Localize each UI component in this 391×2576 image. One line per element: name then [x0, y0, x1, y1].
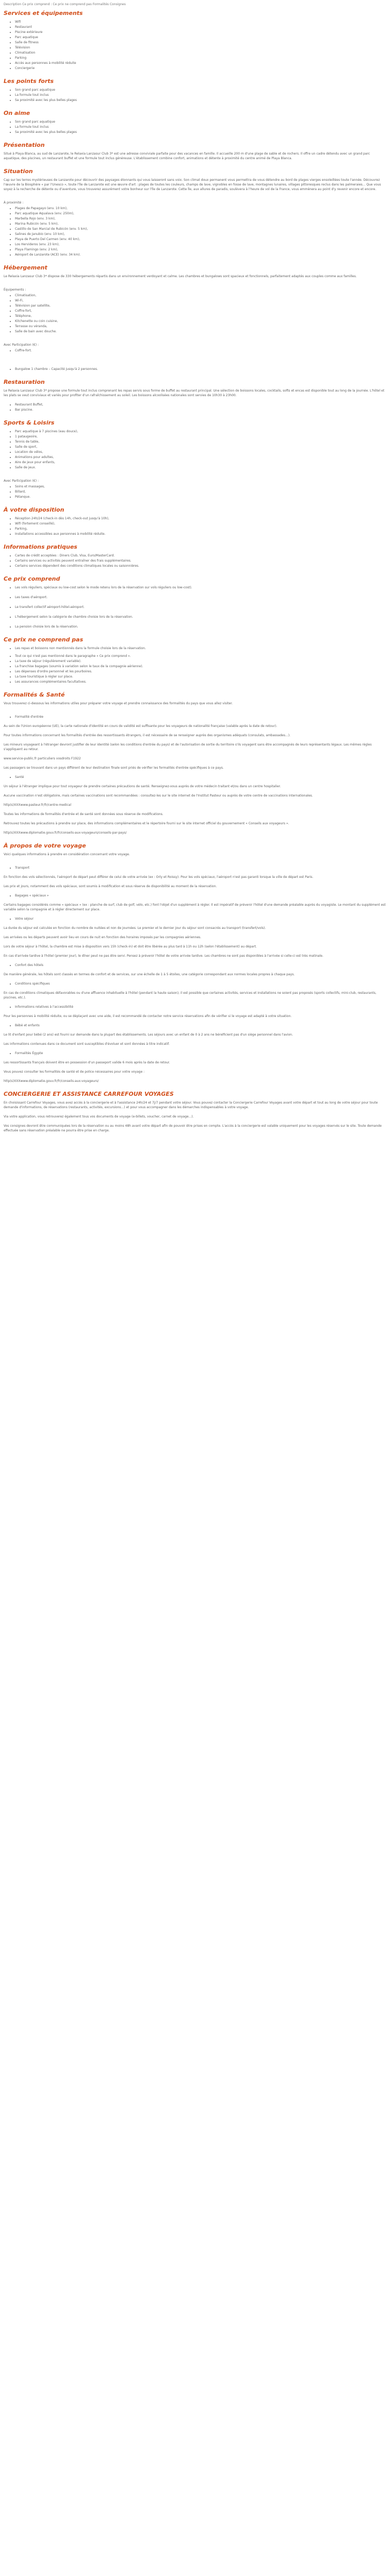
list-item: • Téléphone,: [15, 314, 387, 318]
paragraph: En cas d'arrivée tardive à l'hôtel (premier jour), le dîner peut ne pas être servi. Pensez à prévenir l'hôtel de votre arrivée tardive. Les chambres ne sont pas disponibles à l'arrivée si celle-ci est très matinale.: [4, 954, 323, 958]
list-item: • Tennis de table,: [15, 439, 387, 444]
disposition-list: [4, 516, 387, 536]
list-item: • Restaurant Buffet,: [15, 402, 387, 407]
list-item: • Aire de jeux pour enfants,: [15, 460, 387, 465]
list-item: • L'hébergement selon la catégorie de chambre choisie lors de la réservation.: [15, 615, 387, 619]
section-title: Ce prix comprend: [4, 575, 60, 582]
list-item: • Parc aquatique: [15, 35, 387, 40]
paragraph: Les mineurs voyageant à l'étranger devront justifier de leur identité (selon les conditions d'entrée du pays) et de l'autorisation de sortie du territoire s'ils voyagent sans être accompagnés de leurs représentants légaux. Les mêmes règles s'appliquent au retour.: [4, 743, 372, 751]
list-item: • Animations pour adultes,: [15, 455, 387, 460]
subheading-list: [4, 1051, 387, 1056]
list-item: • Les dépenses d'ordre personnel et les pourboires.: [15, 669, 387, 674]
paragraph: Pour les personnes à mobilité réduite, ou se déplaçant avec une aide, il est recommandé de contacter notre service réservations afin de vérifier si le voyage est adapté à votre situation.: [4, 1014, 292, 1018]
list-item: • La franchise bagages (soumis à variation selon le taux de la compagnie aérienne).: [15, 664, 387, 669]
list-item: • Parking: [15, 56, 387, 60]
list-item: • La taxe de séjour (régulièrement variable).: [15, 659, 387, 664]
list-item: • Salle de fitness: [15, 40, 387, 45]
presentation-text: Situé à Playa Blanca, au sud de Lanzarote, le Relaxia Lanzasur Club 3* est une adresse conviviale parfaite pour des vacances en famille. Il accueille 200 m d'une plage de sable et de rochers. Il offre un cadre détendu avec un grand parc aquatique, des piscines, un restaurant buffet et une formule tout inclus généreuse. L'établissement combine confort, animations et détente à proximité du centre animé de Playa Blanca.: [4, 152, 370, 160]
list-item: • Salines de Janubio (env. 10 km),: [15, 232, 387, 236]
subheading-list: [4, 775, 387, 779]
section-sports: [4, 419, 387, 499]
section-title: Ce prix ne comprend pas: [4, 636, 84, 643]
paragraph: Un séjour à l'étranger implique pour tout voyageur de prendre certaines précautions de santé. Renseignez-vous auprès de votre médecin traitant et/ou dans un centre hospitalier.: [4, 785, 281, 788]
list-item: • Climatisation: [15, 50, 387, 55]
list-item: • Playa Flamingo (env. 2 km),: [15, 247, 387, 252]
paragraph: Les arrivées ou les départs peuvent avoir lieu en cours de nuit en fonction des horaires imposés par les compagnies aériennes.: [4, 936, 202, 939]
list-item: • Le transfert collectif aéroport-hôtel-aéroport.: [15, 605, 387, 609]
list-item: • Wifi: [15, 20, 387, 24]
list-item: • Marina Rubicón (env. 5 km),: [15, 222, 387, 226]
points-forts-list: [4, 88, 387, 103]
section-points-forts: [4, 78, 387, 103]
paragraph: Les informations contenues dans ce document sont susceptibles d'évoluer et sont données à titre indicatif.: [4, 1042, 170, 1046]
list-item: • La taxe touristique à régler sur place.: [15, 674, 387, 679]
list-item: • Soins et massages,: [15, 484, 387, 489]
list-item: • Aéroport de Lanzarote (ACE) (env. 34 km).: [15, 252, 387, 257]
subheading-list: [4, 893, 387, 898]
sports-pay-list: [4, 484, 387, 499]
subheading-list: [4, 866, 387, 870]
list-item: • Los Hervideros (env. 23 km),: [15, 242, 387, 247]
paragraph: De manière générale, les hôtels sont classés en termes de confort et de services, sur une échelle de 1 à 5 étoiles, une catégorie correspondant aux normes locales propres à chaque pays.: [4, 973, 295, 976]
section-title: À votre disposition: [4, 506, 64, 513]
section-restauration: [4, 379, 387, 412]
paragraph: En cas de conditions climatiques défavorables ou d'une affluence inhabituelle à l'hôtel (pendant la haute saison), il est possible que certaines activités, services et installations ne soient pas proposés (sports collectifs, mini-club, restaurants, piscines, etc.).: [4, 991, 377, 999]
section-title: Présentation: [4, 142, 45, 148]
room-note: • Bungalow 1 chambre – Capacité jusqu'à 2 personnes.: [15, 367, 387, 371]
link-text[interactable]: www.service-public.fr particuliers vosdroits F1922: [4, 757, 81, 760]
list-item: • Terrasse ou véranda,: [15, 324, 387, 329]
subheading-list: [4, 715, 387, 719]
list-item: • Kitchenette ou coin cuisine,: [15, 319, 387, 324]
paragraph: Au sein de l'Union européenne (UE), la carte nationale d'identité en cours de validité est suffisante pour les voyageurs de nationalité française (valable après la date de retour).: [4, 724, 278, 728]
section-title: CONCIERGERIE ET ASSISTANCE CARREFOUR VOYAGES: [4, 1091, 174, 1097]
section-title: Formalités & Santé: [4, 691, 65, 698]
subheading: • Transport: [15, 866, 387, 870]
subheading-list: [4, 917, 387, 921]
subheading: • Bébé et enfants: [15, 1023, 387, 1028]
paragraph: Voici quelques informations à prendre en considération concernant votre voyage.: [4, 853, 130, 856]
paragraph: En fonction des vols sélectionnés, l'aéroport de départ peut différer de celui de votre arrivée (ex : Orly et Roissy). Pour les vols spéciaux, l'aéroport n'est pas garanti lorsque la ville de départ est Paris.: [4, 875, 314, 879]
restauration-text: Le Relaxia Lanzasur Club 3* propose une formule tout inclus comprenant les repas servis sous forme de buffet au restaurant principal. Une sélection de boissons locales, cocktails, softs et encas est disponible tout au long de la journée. L'hôtel et les plats se veut conviviaux et variés pour profiter d'un rafraîchissement au soleil. Les boissons alcoolisées nationales sont servies de 10h30 à 23h00.: [4, 389, 385, 397]
section-presentation: [4, 142, 387, 161]
section-title: À propos de votre voyage: [4, 842, 86, 849]
list-item: • Installations accessibles aux personnes à mobilité réduite.: [15, 532, 387, 536]
room-note-list: [4, 367, 387, 371]
list-item: • Castillo de San Marcial de Rubicón (env. 5 km),: [15, 227, 387, 231]
situation-text: Cap sur les terres mystérieuses de Lanzarote pour découvrir des paysages étonnants qui vous laisseront sans voix. Son climat doux permanent vous permettra de vous détendre au bord de plages vierges ensoleillées toute l'année. Découvrez l'œuvre de la Biosphère « par l'Unesco », toute l'île de Lanzarote est une œuvre d'art : plages de toutes les couleurs, champs de lave, vignobles en fosse de lave, montagnes lunaires, villages pittoresques reclus dans les palmeraies... Que vous soyez à la recherche de détente ou d'aventure, vous trouverez assurément votre bonheur sur l'île de Lanzarote. Cette île, aux allures de paradis, soulèvera à l'heure de vol de la France, vous emmènera au point d'y revenir encore et encore.: [4, 178, 381, 191]
list-item: • Tout ce qui n'est pas mentionné dans le paragraphe « Ce prix comprend ».: [15, 654, 387, 658]
restauration-list: [4, 402, 387, 412]
list-item: • Piscine extérieure: [15, 30, 387, 35]
paragraph: Pour toutes informations concernant les formalités d'entrée des ressortissants étrangers, il est nécessaire de se renseigner auprès des organismes adéquats (consulats, ambassades...).: [4, 734, 290, 737]
list-item: • Marbella Rojo (env. 3 km),: [15, 216, 387, 221]
link-text[interactable]: http(s)XXXwww.diplomatie.gouv.fr/fr/conseils-aux-voyageurs/: [4, 1079, 99, 1083]
list-item: • Télévision: [15, 45, 387, 50]
list-item: • Wi-Fi,: [15, 298, 387, 303]
list-item: • Les assurances complémentaires facultatives.: [15, 680, 387, 684]
paragraph: Vos consignes devront être communiquées lors de la réservation ou au moins 48h avant votre départ afin de pouvoir être prises en compte. L'accès à la conciergerie est valable uniquement pour les voyages réservés sur le site. Toute demande effectuée sans réservation préalable ne pourra être prise en charge.: [4, 1124, 382, 1132]
list-item: • Les repas et boissons non mentionnés dans la formule choisie lors de la réservation.: [15, 646, 387, 651]
link-text[interactable]: http(s)XXXwww.diplomatie.gouv.fr/fr/conseils-aux-voyageurs/conseils-par-pays/: [4, 831, 127, 835]
list-item: • La pension choisie lors de la réservation.: [15, 624, 387, 629]
link-text[interactable]: http(s)XXXwww.pasteur.fr/fr/centre-medical: [4, 803, 72, 807]
paragraph: Retrouvez toutes les précautions à prendre sur place, des informations complémentaires et le répertoire fourni sur le site internet officiel du gouvernement « Conseils aux voyageurs ».: [4, 822, 289, 825]
section-comprend: [4, 575, 387, 629]
paragraph: Toutes les informations de formalités d'entrée et de santé sont données sous réserve de modifications.: [4, 812, 164, 816]
paragraph: Le lit d'enfant pour bébé (2 ans) est fourni sur demande dans la plupart des établissements. Les séjours avec un enfant de 0 à 2 ans ne bénéficient pas d'un siège personnel dans l'avion.: [4, 1033, 293, 1037]
paragraph: Vous trouverez ci-dessous les informations utiles pour préparer votre voyage et prendre connaissance des formalités du pays que vous allez visiter.: [4, 702, 233, 705]
list-item: • Restaurant: [15, 25, 387, 29]
paragraph: Lors de votre séjour à l'hôtel, la chambre est mise à disposition vers 15h (check-in) et doit être libérée au plus tard à 11h ou 12h (selon l'établissement) au départ.: [4, 945, 257, 948]
section-on-aime: [4, 110, 387, 134]
list-item: • Bar piscine.: [15, 408, 387, 412]
list-item: • Certains services ou activités peuvent entraîner des frais supplémentaires.: [15, 558, 387, 563]
list-item: • Les taxes d'aéroport.: [15, 595, 387, 600]
subheading: • Formalités Égypte: [15, 1051, 387, 1056]
equip-list: [4, 293, 387, 334]
infos-list: [4, 553, 387, 568]
subheading: • Votre séjour: [15, 917, 387, 921]
paragraph: La durée du séjour est calculée en fonction du nombre de nuitées et non de journées. Le premier et le dernier jour du séjour sont consacrés au transport (transfert/vols).: [4, 926, 266, 930]
list-item: • Wifi (fortement conseillé),: [15, 521, 387, 526]
around-label: À proximité :: [4, 201, 24, 205]
list-item: • Sa proximité avec les plus belles plages: [15, 130, 387, 134]
section-title: Services et équipements: [4, 10, 83, 16]
sports-pay-label: Avec Participation (€) :: [4, 479, 39, 483]
sports-list: [4, 429, 387, 470]
list-item: • Salle de bain avec douche.: [15, 329, 387, 334]
subheading: • Confort des hôtels: [15, 963, 387, 968]
subheading: • Bagages « spéciaux »: [15, 893, 387, 898]
list-item: • Parc aquatique à 7 piscines (eau douce),: [15, 429, 387, 434]
list-item: • Parc aquatique Aqualava (env. 250m),: [15, 211, 387, 216]
list-item: • Plages de Papagayo (env. 10 km),: [15, 206, 387, 211]
section-formalites: [4, 691, 387, 835]
section-infos: [4, 544, 387, 568]
subheading: • Conditions spécifiques: [15, 981, 387, 986]
list-item: • Réception 24h/24 (check-in dès 14h, check-out jusqu'à 10h),: [15, 516, 387, 521]
section-ne-comprend: [4, 636, 387, 684]
subheading-list: [4, 1023, 387, 1028]
list-item: • Conciergerie: [15, 66, 387, 71]
subheading: • Santé: [15, 775, 387, 779]
paragraph: Les ressortissants français doivent être en possession d'un passeport valide 6 mois après la date de retour.: [4, 1061, 170, 1064]
list-item: • Billard,: [15, 489, 387, 494]
hebergement-text: Le Relaxia Lanzasur Club 3* dispose de 330 hébergements répartis dans un environnement verdoyant et calme. Les chambres et bungalows sont spacieux et fonctionnels, parfaitement adaptés aux couples comme aux familles.: [4, 275, 357, 278]
section-situation: [4, 168, 387, 257]
list-item: • La formule tout inclus: [15, 125, 387, 129]
section-propos: [4, 842, 387, 1083]
section-title: Informations pratiques: [4, 544, 77, 550]
section-title: Les points forts: [4, 78, 54, 84]
paragraph: Vous pouvez consulter les formalités de santé et de police nécessaires pour votre voyage :: [4, 1070, 145, 1074]
list-item: • 1 pataugeoire,: [15, 434, 387, 439]
list-item: • Salle de jeux.: [15, 465, 387, 470]
list-item: • Pétanque.: [15, 495, 387, 499]
section-conciergerie: [4, 1091, 387, 1133]
list-item: • Télévision par satellite,: [15, 303, 387, 308]
pay-list: [4, 348, 387, 353]
section-hebergement: [4, 264, 387, 371]
section-title: On aime: [4, 110, 30, 116]
paragraph: En choisissant Carrefour Voyages, vous avez accès à la conciergerie et à l'assistance 24h/24 et 7j/7 pendant votre séjour. Vous pouvez contacter la Conciergerie Carrefour Voyages avant votre départ et tout au long de votre séjour pour toute demande d'informations, de réservations (restaurants, activités, excursions...) et pour vous accompagner dans les démarches indispensables à votre voyage.: [4, 1101, 378, 1109]
subheading-list: [4, 1005, 387, 1009]
list-item: • Son grand parc aquatique: [15, 120, 387, 124]
pay-label: Avec Participation (€) :: [4, 343, 39, 347]
list-item: • La formule tout inclus: [15, 93, 387, 97]
list-item: • Salle de sport,: [15, 445, 387, 449]
subheading-list: [4, 963, 387, 968]
section-services: [4, 10, 387, 71]
page: [0, 0, 391, 1148]
paragraph: Les prix et jours, notamment des vols spéciaux, sont soumis à modification et sous réserve de disponibilité au moment de la réservation.: [4, 885, 217, 888]
paragraph: Les passagers se trouvant dans un pays différent de leur destination finale sont priés de vérifier les formalités d'entrée spécifiques à ce pays.: [4, 766, 224, 770]
section-title: Restauration: [4, 379, 45, 385]
ne-comprend-list: [4, 646, 387, 684]
breadcrumb: Description Ce prix comprend : Ce prix ne comprend pas Formalités Consignes: [4, 3, 126, 6]
comprend-list: [4, 585, 387, 629]
list-item: • Les vols réguliers, spéciaux ou low-cost selon le mode retenu lors de la réservation sur vols réguliers ou low-cost).: [15, 585, 387, 590]
list-item: • Coffre-fort.: [15, 348, 387, 353]
list-item: • Accès aux personnes à mobilité réduite: [15, 61, 387, 65]
paragraph: Certains bagages considérés comme « spéciaux » (ex : planche de surf, club de golf, vélo, etc.) font l'objet d'un supplément à régler. Il est impératif de prévenir l'hôtel d'une demande préalable auprès du voyagiste. Le montant du supplément est variable selon la compagnie et à régler directement sur place.: [4, 903, 386, 911]
list-item: • Son grand parc aquatique: [15, 88, 387, 92]
list-item: • Coffre-fort,: [15, 309, 387, 313]
section-title: Hébergement: [4, 264, 47, 271]
list-item: • Climatisation,: [15, 293, 387, 298]
list-item: • Cartes de crédit acceptées : Diners Club, Visa, Euro/MasterCard.: [15, 553, 387, 558]
subheading: • Informations relatives à l'accessibilité: [15, 1005, 387, 1009]
list-item: • Certains services dépendent des conditions climatiques locales ou saisonnières.: [15, 564, 387, 568]
equip-label: Équipements :: [4, 288, 26, 292]
section-title: Situation: [4, 168, 33, 175]
list-item: • Location de vélos,: [15, 450, 387, 454]
list-item: • Playa de Puerto Del Carmen (env. 40 km),: [15, 237, 387, 242]
subheading-list: [4, 981, 387, 986]
section-title: Sports & Loisirs: [4, 419, 55, 426]
list-item: • Sa proximité avec les plus belles plages: [15, 98, 387, 103]
subheading: • Formalité d'entrée: [15, 715, 387, 719]
section-disposition: [4, 506, 387, 536]
paragraph: Aucune vaccination n'est obligatoire, mais certaines vaccinations sont recommandées : consultez-les sur le site internet de l'Institut Pasteur ou auprès de votre centre de vaccinations internationales.: [4, 794, 313, 798]
list-item: • Parking,: [15, 527, 387, 531]
paragraph: Via votre application, vous retrouverez également tous vos documents de voyage (e-billets, voucher, carnet de voyage...).: [4, 1115, 194, 1118]
around-list: [4, 206, 387, 257]
on-aime-list: [4, 120, 387, 134]
services-list: [4, 20, 387, 71]
